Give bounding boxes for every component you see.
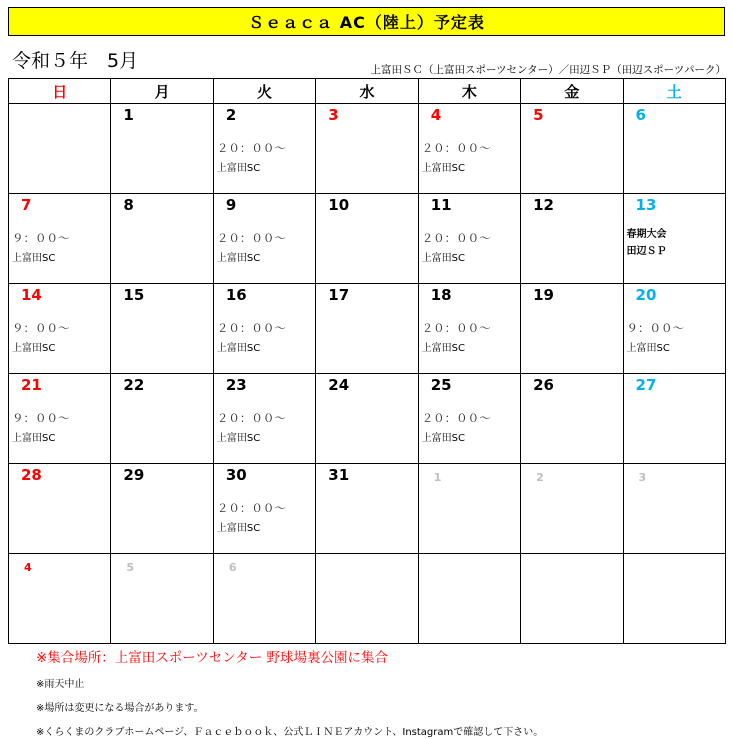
- day-number: 31: [328, 466, 350, 484]
- event-time: ２０：００～: [421, 411, 491, 425]
- event-special-name: 春期大会: [626, 229, 667, 240]
- day-number: 13: [635, 196, 657, 214]
- event-place: 上富田SC: [216, 433, 261, 444]
- week-row: [9, 464, 726, 554]
- month-label: 令和５年 5月: [12, 50, 139, 72]
- event-place: 上富田SC: [12, 253, 56, 264]
- event-special-place: 田辺ＳＰ: [626, 246, 667, 257]
- day-number-next-month: 6: [228, 561, 237, 574]
- weekday-monday: 月: [111, 79, 213, 104]
- week-row: [9, 374, 726, 464]
- day-number: 9: [225, 196, 237, 214]
- week-row: [9, 104, 726, 194]
- calendar-grid: [8, 78, 726, 644]
- event-place: 上富田SC: [216, 343, 261, 354]
- weekday-saturday: 土: [623, 79, 725, 104]
- day-cell: [418, 194, 520, 284]
- day-number: 21: [21, 376, 42, 394]
- meeting-place-note: ※集合場所：上富田スポーツセンター 野球場裏公園に集合: [36, 650, 389, 666]
- week-row: [9, 284, 726, 374]
- event-time: ２０：００～: [216, 411, 286, 425]
- day-cell: [213, 374, 315, 464]
- event-place: 上富田SC: [12, 433, 56, 444]
- weekday-friday: 金: [521, 79, 623, 104]
- event-time: ９：００～: [626, 321, 685, 335]
- event-place: 上富田SC: [626, 343, 670, 354]
- weekday-sunday: 日: [9, 79, 111, 104]
- day-cell: [521, 194, 623, 284]
- day-number: 5: [533, 106, 544, 124]
- event-place: 上富田SC: [421, 253, 466, 264]
- day-cell: [521, 374, 623, 464]
- day-cell: [316, 104, 418, 194]
- day-number-next-month: 2: [536, 471, 544, 484]
- day-cell: [9, 104, 111, 194]
- day-number: 26: [533, 376, 554, 394]
- day-number: 29: [123, 466, 145, 484]
- confirm-channels-note: ※くらくまのクラブホームページ、Ｆａｃｅｂｏｏｋ、公式ＬＩＮＥアカウント、Instagramで確認して下さい。: [36, 727, 544, 738]
- day-cell: [213, 464, 315, 554]
- day-cell: [418, 464, 520, 554]
- day-cell: [316, 464, 418, 554]
- day-number: 27: [635, 376, 657, 394]
- day-cell: [521, 284, 623, 374]
- day-cell: [623, 104, 725, 194]
- notes-section: [36, 646, 543, 738]
- day-cell: [418, 374, 520, 464]
- day-number: 12: [533, 196, 554, 214]
- event-place: 上富田SC: [216, 523, 261, 534]
- day-number: 22: [123, 376, 145, 394]
- day-cell: [623, 194, 725, 284]
- day-cell: [316, 284, 418, 374]
- event-place: 上富田SC: [12, 343, 56, 354]
- day-cell: [9, 464, 111, 554]
- day-cell: [623, 374, 725, 464]
- day-number: 24: [328, 376, 350, 394]
- day-number: 14: [21, 286, 42, 304]
- weekday-header-row: [9, 79, 726, 104]
- event-place: 上富田SC: [421, 343, 466, 354]
- day-cell: [111, 374, 213, 464]
- event-place: 上富田SC: [421, 433, 466, 444]
- event-time: ２０：００～: [421, 321, 491, 335]
- day-cell: [213, 194, 315, 284]
- day-cell: [111, 464, 213, 554]
- week-row: [9, 194, 726, 284]
- day-cell: [418, 284, 520, 374]
- day-cell: [623, 464, 725, 554]
- weekday-wednesday: 水: [316, 79, 418, 104]
- day-cell: [213, 554, 315, 644]
- event-time: ９：００～: [12, 321, 70, 335]
- week-row: [9, 554, 726, 644]
- day-number: [9, 104, 110, 106]
- day-number: 6: [635, 106, 646, 124]
- event-time: ２０：００～: [216, 231, 286, 245]
- day-cell: [316, 374, 418, 464]
- day-number: 19: [533, 286, 554, 304]
- location-change-note: ※場所は変更になる場合があります。: [36, 703, 204, 714]
- day-number-next-month: 5: [126, 561, 135, 574]
- day-cell: [111, 554, 213, 644]
- weekday-thursday: 木: [418, 79, 520, 104]
- venues-note: 上富田ＳＣ（上富田スポーツセンター）／田辺ＳＰ（田辺スポーツパーク）: [370, 64, 726, 76]
- day-cell: [9, 374, 111, 464]
- event-time: ２０：００～: [216, 501, 286, 515]
- event-time: ９：００～: [12, 231, 70, 245]
- day-cell: [521, 464, 623, 554]
- day-cell: [623, 284, 725, 374]
- rain-cancel-note: ※雨天中止: [36, 679, 85, 690]
- day-number: 18: [430, 286, 452, 304]
- event-time: ２０：００～: [421, 141, 491, 155]
- day-cell: [111, 284, 213, 374]
- event-time: ２０：００～: [216, 141, 286, 155]
- day-cell: [111, 194, 213, 284]
- day-cell: [9, 284, 111, 374]
- day-number-next-month: 1: [433, 471, 442, 484]
- day-cell: [9, 194, 111, 284]
- day-number: 17: [328, 286, 350, 304]
- day-cell: [316, 554, 418, 644]
- day-cell: [316, 194, 418, 284]
- event-time: ２０：００～: [421, 231, 491, 245]
- day-cell: [418, 554, 520, 644]
- day-number: 7: [21, 196, 32, 214]
- weekday-tuesday: 火: [213, 79, 315, 104]
- day-number: 8: [123, 196, 134, 214]
- day-number: 1: [123, 106, 134, 124]
- day-cell: [213, 284, 315, 374]
- event-place: 上富田SC: [216, 253, 261, 264]
- day-cell: [9, 554, 111, 644]
- day-number: 11: [430, 196, 452, 214]
- day-number: 16: [225, 286, 247, 304]
- day-cell: [521, 554, 623, 644]
- day-cell: [521, 104, 623, 194]
- day-number: 23: [225, 376, 247, 394]
- day-cell: [623, 554, 725, 644]
- event-place: 上富田SC: [216, 163, 261, 174]
- day-cell: [111, 104, 213, 194]
- day-number: 30: [225, 466, 247, 484]
- event-place: 上富田SC: [421, 163, 466, 174]
- day-number: 4: [430, 106, 442, 124]
- event-time: ９：００～: [12, 411, 70, 425]
- day-number-next-month: 4: [24, 561, 32, 574]
- day-cell: [213, 104, 315, 194]
- day-number: 28: [21, 466, 42, 484]
- day-number: 20: [635, 286, 657, 304]
- day-number-next-month: 3: [638, 471, 647, 484]
- event-time: ２０：００～: [216, 321, 286, 335]
- day-cell: [418, 104, 520, 194]
- day-number: 25: [430, 376, 452, 394]
- day-number: 3: [328, 106, 339, 124]
- day-number: 2: [225, 106, 237, 124]
- day-number: 10: [328, 196, 350, 214]
- day-number: 15: [123, 286, 145, 304]
- schedule-title: Ｓｅａｃａ AC（陸上）予定表: [8, 7, 725, 36]
